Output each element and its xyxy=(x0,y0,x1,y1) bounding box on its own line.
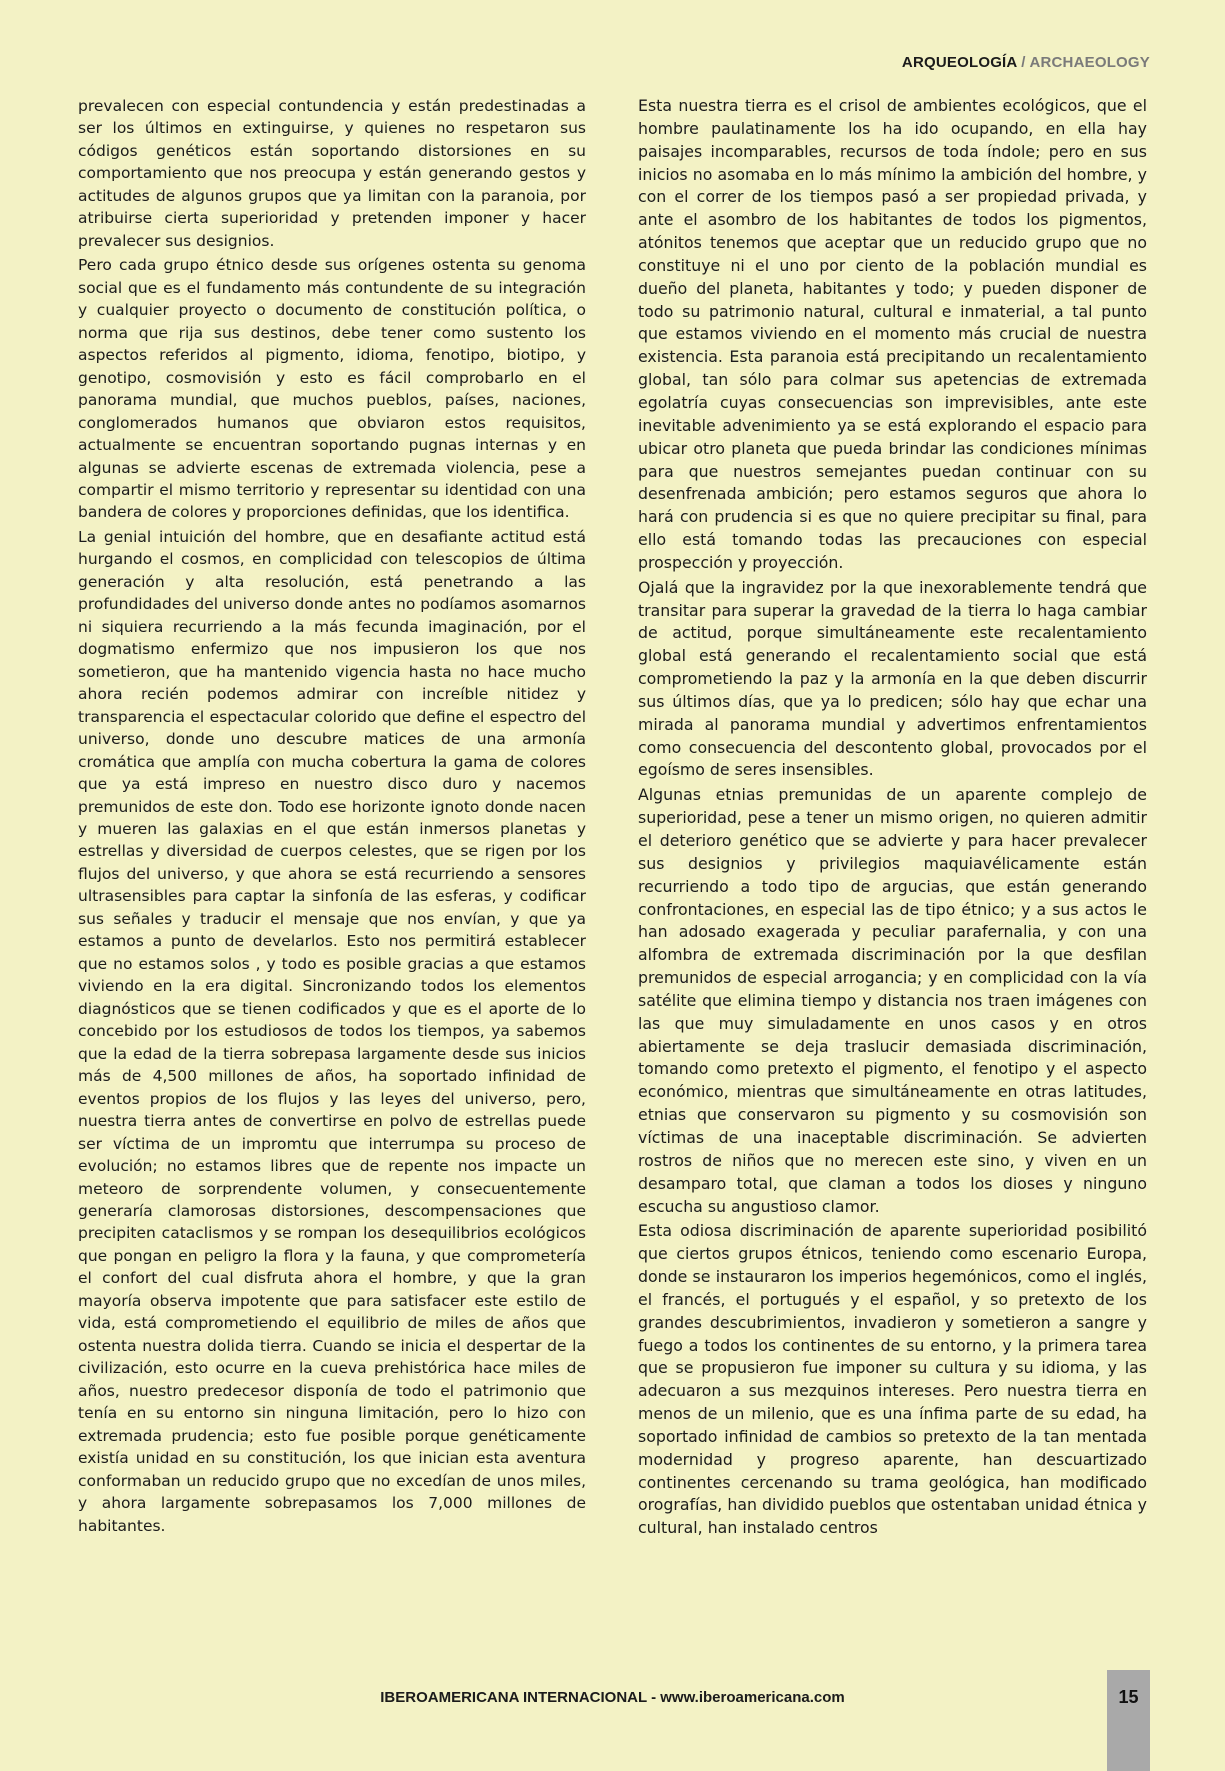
section-separator: / xyxy=(1016,54,1030,71)
paragraph: Esta nuestra tierra es el crisol de ambientes ecológicos, que el hombre paulatinamente los ha ido ocupando, en ella hay paisajes incomparables, recursos de toda índole; pero en sus inicios no asomaba en lo más mínimo la ambición del hombre, y con el correr de los tiempos pasó a ser propiedad privada, y ante el asombro de los habitantes de todos los pigmentos, atónitos tenemos que aceptar que un reducido grupo que no constituye ni el uno por ciento de la población mundial es dueño del planeta, habitantes y todo; y pueden disponer de todo su patrimonio natural, cultural e inmaterial, a tal punto que estamos viviendo en el momento más crucial de nuestra existencia. Esta paranoia está precipitando un recalentamiento global, tan sólo para colmar sus apetencias de extremada egolatría cuyas consecuencias son imprevisibles, ante este inevitable advenimiento ya se está explorando el espacio para ubicar otro planeta que pueda brindar las condiciones mínimas para que nuestros semejantes puedan continuar con su desenfrenada ambición; pero estamos seguros que ahora lo hará con prudencia si es que no quiere precipitar su final, para ello está tomando todas las precauciones con especial prospección y proyección. xyxy=(638,96,1147,572)
paragraph: Algunas etnias premunidas de un aparente complejo de superioridad, pese a tener un mismo origen, no quieren admitir el deterioro genético que se advierte y para hacer prevalecer sus designios y privilegios maquiavélicamente están recurriendo a todo tipo de argucias, que están generando confrontaciones, en especial las de tipo étnico; y a sus actos le han adosado exagerada y peculiar parafernalia, y con una alfombra de extremada discriminación por la que desfilan premunidos de especial arrogancia; y en complicidad con la vía satélite que elimina tiempo y distancia nos traen imágenes con las que muy simuladamente en unos casos y en otros abiertamente se deja traslucir demasiada discriminación, tomando como pretexto el pigmento, el fenotipo y el aspecto económico, mientras que simultáneamente en otras latitudes, etnias que conservaron su pigmento y su cosmovisión son víctimas de una inaceptable discriminación. Se advierten rostros de niños que no merecen este sino, y viven en un desamparo total, que claman a todos los dioses y ninguno escucha su angustioso clamor. xyxy=(638,785,1147,1216)
page-number-tab xyxy=(1107,1670,1150,1771)
paragraph: Pero cada grupo étnico desde sus orígenes ostenta su genoma social que es el fundamento más contundente de su integración y cualquier proyecto o documento de constitución política, o norma que rija sus destinos, debe tener como sustento los aspectos referidos al pigmento, idioma, fenotipo, biotipo, y genotipo, cosmovisión y esto es fácil comprobarlo en el panorama mundial, que muchos pueblos, países, naciones, conglomerados humanos que obviaron estos requisitos, actualmente se encuentran soportando pugnas internas y en algunas se advierte escenas de extremada violencia, pese a compartir el mismo territorio y representar su identidad con una bandera de colores y proporciones definidas, que los identifica. xyxy=(78,256,586,522)
section-title-es: ARQUEOLOGÍA xyxy=(901,54,1017,71)
paragraph: Ojalá que la ingravidez por la que inexorablemente tendrá que transitar para superar la gravedad de la tierra lo haga cambiar de actitud, porque simultáneamente este recalentamiento global está generando el recalentamiento social que está comprometiendo la paz y la armonía en la que deben discurrir sus últimos días, que ya lo predicen; sólo hay que echar una mirada al panorama mundial y advertimos enfrentamientos como consecuencia del descontento global, provocados por el egoísmo de seres insensibles. xyxy=(638,577,1147,780)
section-title-en: ARCHAEOLOGY xyxy=(1029,54,1150,71)
right-text-column xyxy=(638,95,1147,1542)
paragraph: Esta odiosa discriminación de aparente superioridad posibilitó que ciertos grupos étnicos, teniendo como escenario Europa, donde se instauraron los imperios hegemónicos, como el inglés, el francés, el portugués y el español, y so pretexto de los grandes descubrimientos, invadieron y sometieron a sangre y fuego a todos los continentes de su entorno, y la primera tarea que se propusieron fue imponer su cultura y su idioma, y las adecuaron a sus mezquinos intereses. Pero nuestra tierra en menos de un milenio, que es una ínfima parte de su edad, ha soportado infinidad de cambios so pretexto de la tan mentada modernidad y progreso aparente, han descuartizado continentes cercenando su trama geológica, han modificado orografías, han dividido pueblos que ostentaban unidad étnica y cultural, han instalado centros xyxy=(638,1221,1147,1538)
page-number: 15 xyxy=(1118,1687,1139,1707)
paragraph: La genial intuición del hombre, que en desafiante actitud está hurgando el cosmos, en complicidad con telescopios de última generación y alta resolución, está penetrando a las profundidades del universo donde antes no podíamos asomarnos ni siquiera recurriendo a la más fecunda imaginación, por el dogmatismo enfermizo que nos impusieron los que nos sometieron, que ha mantenido vigencia hasta no hace mucho ahora recién podemos admirar con increíble nitidez y transparencia el espectacular colorido que define el espectro del universo, donde uno descubre matices de una armonía cromática que amplía con mucha cobertura la gama de colores que ya está impreso en nuestro disco duro y nacemos premunidos de este don. Todo ese horizonte ignoto donde nacen y mueren las galaxias en el que están inmersos planetas y estrellas y diversidad de cuerpos celestes, que se rigen por los flujos del universo, y que ahora se está recurriendo a sensores ultrasensibles para captar la sinfonía de las esferas, y codificar sus señales y traducir el mensaje que nos envían, y que ya estamos a punto de develarlos. Esto nos permitirá establecer que no estamos solos , y todo es posible gracias a que estamos viviendo en la era digital. Sincronizando todos los elementos diagnósticos que se tienen codificados y que es el aporte de lo concebido por los estudiosos de todos los tiempos, ya sabemos que la edad de la tierra sobrepasa largamente desde sus inicios más de 4,500 millones de años, ha soportado infinidad de eventos propios de los flujos y las leyes del universo, pero, nuestra tierra antes de convertirse en polvo de estrellas puede ser víctima de un impromtu que interrumpa su proceso de evolución; no estamos libres que de repente nos impacte un meteoro de sorprendente volumen, y consecuentemente generaría clamorosas distorsiones, descompensaciones que precipiten cataclismos y se rompan los desequilibrios ecológicos que pongan en peligro la flora y la fauna, y que comprometería el confort del cual disfruta ahora el hombre, y que la gran mayoría observa impotente que para satisfacer este estilo de vida, está comprometiendo el equilibrio de miles de años que ostenta nuestra dolida tierra. Cuando se inicia el despertar de la civilización, esto ocurre en la cueva prehistórica hace miles de años, nuestro predecesor disponía de todo el patrimonio que tenía en su entorno sin ninguna limitación, pero lo hizo con extremada prudencia; esto fue posible porque genéticamente existía unidad en su constitución, los que inician esta aventura conformaban un reducido grupo que no excedían de unos miles, y ahora largamente sobrepasamos los 7,000 millones de habitantes. xyxy=(78,527,586,1535)
page-footer: IBEROAMERICANA INTERNACIONAL - www.iberoamericana.com xyxy=(380,1689,845,1706)
section-header xyxy=(902,54,1150,71)
paragraph: prevalecen con especial contundencia y están predestinadas a ser los últimos en extinguirse, y quienes no respetaron sus códigos genéticos están soportando distorsiones en su comportamiento que nos preocupa y están generando gestos y actitudes de algunos grupos que ya limitan con la paranoia, por atribuirse cierta superioridad y pretenden imponer y hacer prevalecer sus designios. xyxy=(78,97,586,250)
left-text-column xyxy=(78,95,586,1539)
